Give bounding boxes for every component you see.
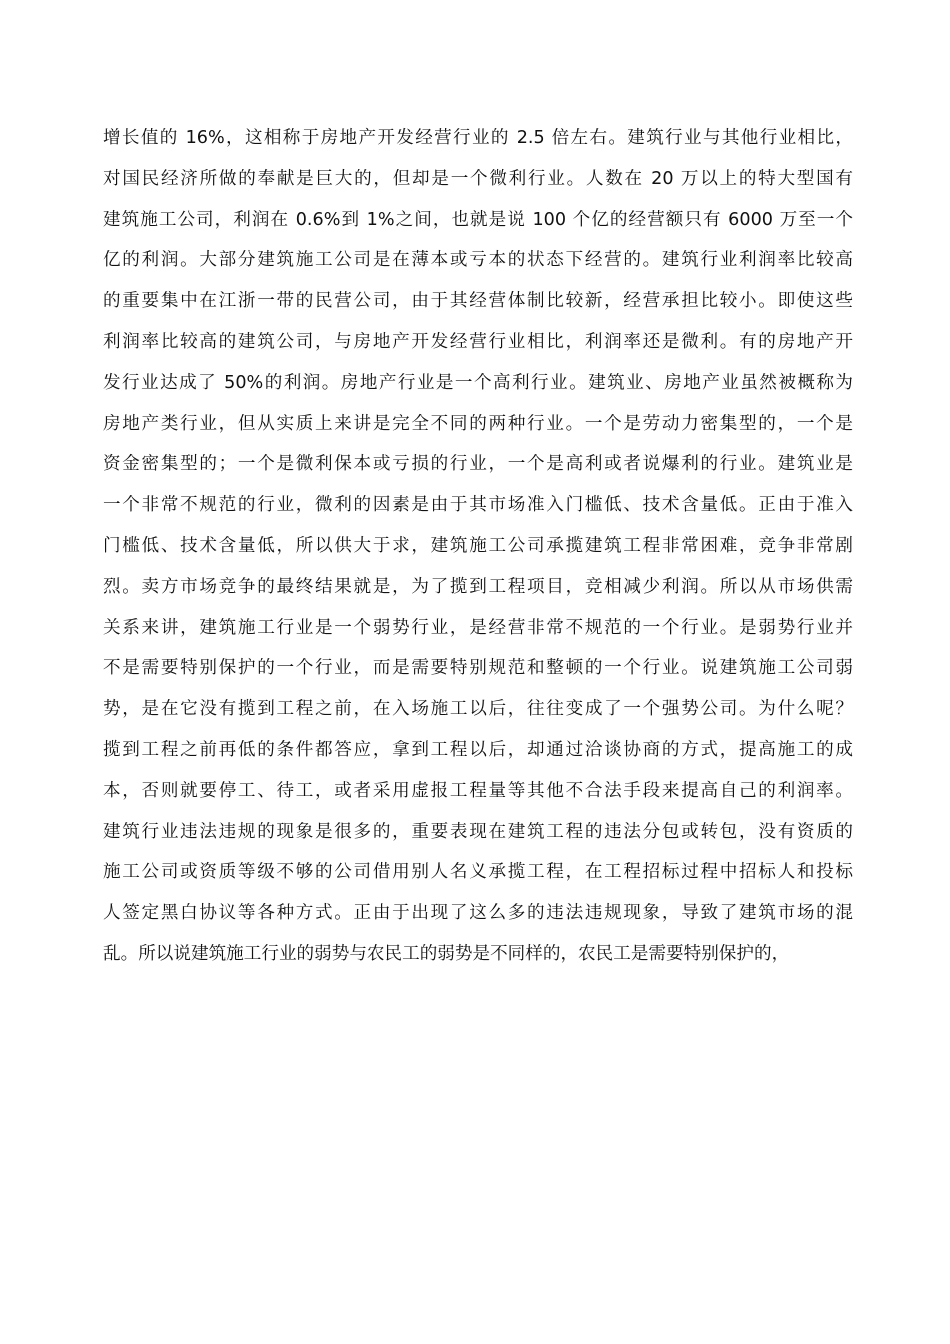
- text-line: 乱。所以说建筑施工行业的弱势与农民工的弱势是不同样的，农民工是需要特别保护的，: [103, 943, 790, 964]
- text-line: 发行业达成了 50%的利润。房地产行业是一个高利行业。建筑业、房地产业虽然被概称为: [103, 372, 853, 393]
- text-line: 施工公司或资质等级不够的公司借用别人名义承揽工程，在工程招标过程中招标人和投标: [103, 862, 853, 883]
- text-line: 对国民经济所做的奉献是巨大的，但却是一个微利行业。人数在 20 万以上的特大型国有: [103, 168, 853, 189]
- text-line: 势，是在它没有揽到工程之前，在入场施工以后，往往变成了一个强势公司。为什么呢？: [103, 699, 853, 720]
- text-line: 的重要集中在江浙一带的民营公司，由于其经营体制比较新，经营承担比较小。即使这些: [103, 291, 853, 312]
- body-paragraph: [103, 118, 853, 975]
- text-line: 门槛低、技术含量低，所以供大于求，建筑施工公司承揽建筑工程非常困难，竞争非常剧: [103, 535, 853, 556]
- text-line: 揽到工程之前再低的条件都答应，拿到工程以后，却通过洽谈协商的方式，提高施工的成: [103, 739, 853, 760]
- text-line: 房地产类行业，但从实质上来讲是完全不同的两种行业。一个是劳动力密集型的，一个是: [103, 413, 853, 434]
- text-line: 人签定黑白协议等各种方式。正由于出现了这么多的违法违规现象，导致了建筑市场的混: [103, 903, 853, 924]
- text-line: 利润率比较高的建筑公司，与房地产开发经营行业相比，利润率还是微利。有的房地产开: [103, 331, 853, 352]
- text-line: 关系来讲，建筑施工行业是一个弱势行业，是经营非常不规范的一个行业。是弱势行业并: [103, 617, 853, 638]
- text-line: 资金密集型的；一个是微利保本或亏损的行业，一个是高利或者说爆利的行业。建筑业是: [103, 454, 853, 475]
- text-line: 本，否则就要停工、待工，或者采用虚报工程量等其他不合法手段来提高自己的利润率。: [103, 780, 853, 801]
- text-line: 亿的利润。大部分建筑施工公司是在薄本或亏本的状态下经营的。建筑行业利润率比较高: [103, 250, 853, 271]
- text-line: 一个非常不规范的行业，微利的因素是由于其市场准入门槛低、技术含量低。正由于准入: [103, 495, 853, 516]
- text-line: 烈。卖方市场竞争的最终结果就是，为了揽到工程项目，竞相减少利润。所以从市场供需: [103, 576, 853, 597]
- text-line: 建筑施工公司，利润在 0.6%到 1%之间，也就是说 100 个亿的经营额只有 6000 万至一个: [103, 209, 853, 230]
- text-line: 不是需要特别保护的一个行业，而是需要特别规范和整顿的一个行业。说建筑施工公司弱: [103, 658, 853, 679]
- text-line: 建筑行业违法违规的现象是很多的，重要表现在建筑工程的违法分包或转包，没有资质的: [103, 821, 853, 842]
- text-line: 增长值的 16%，这相称于房地产开发经营行业的 2.5 倍左右。建筑行业与其他行业相比，: [103, 128, 853, 148]
